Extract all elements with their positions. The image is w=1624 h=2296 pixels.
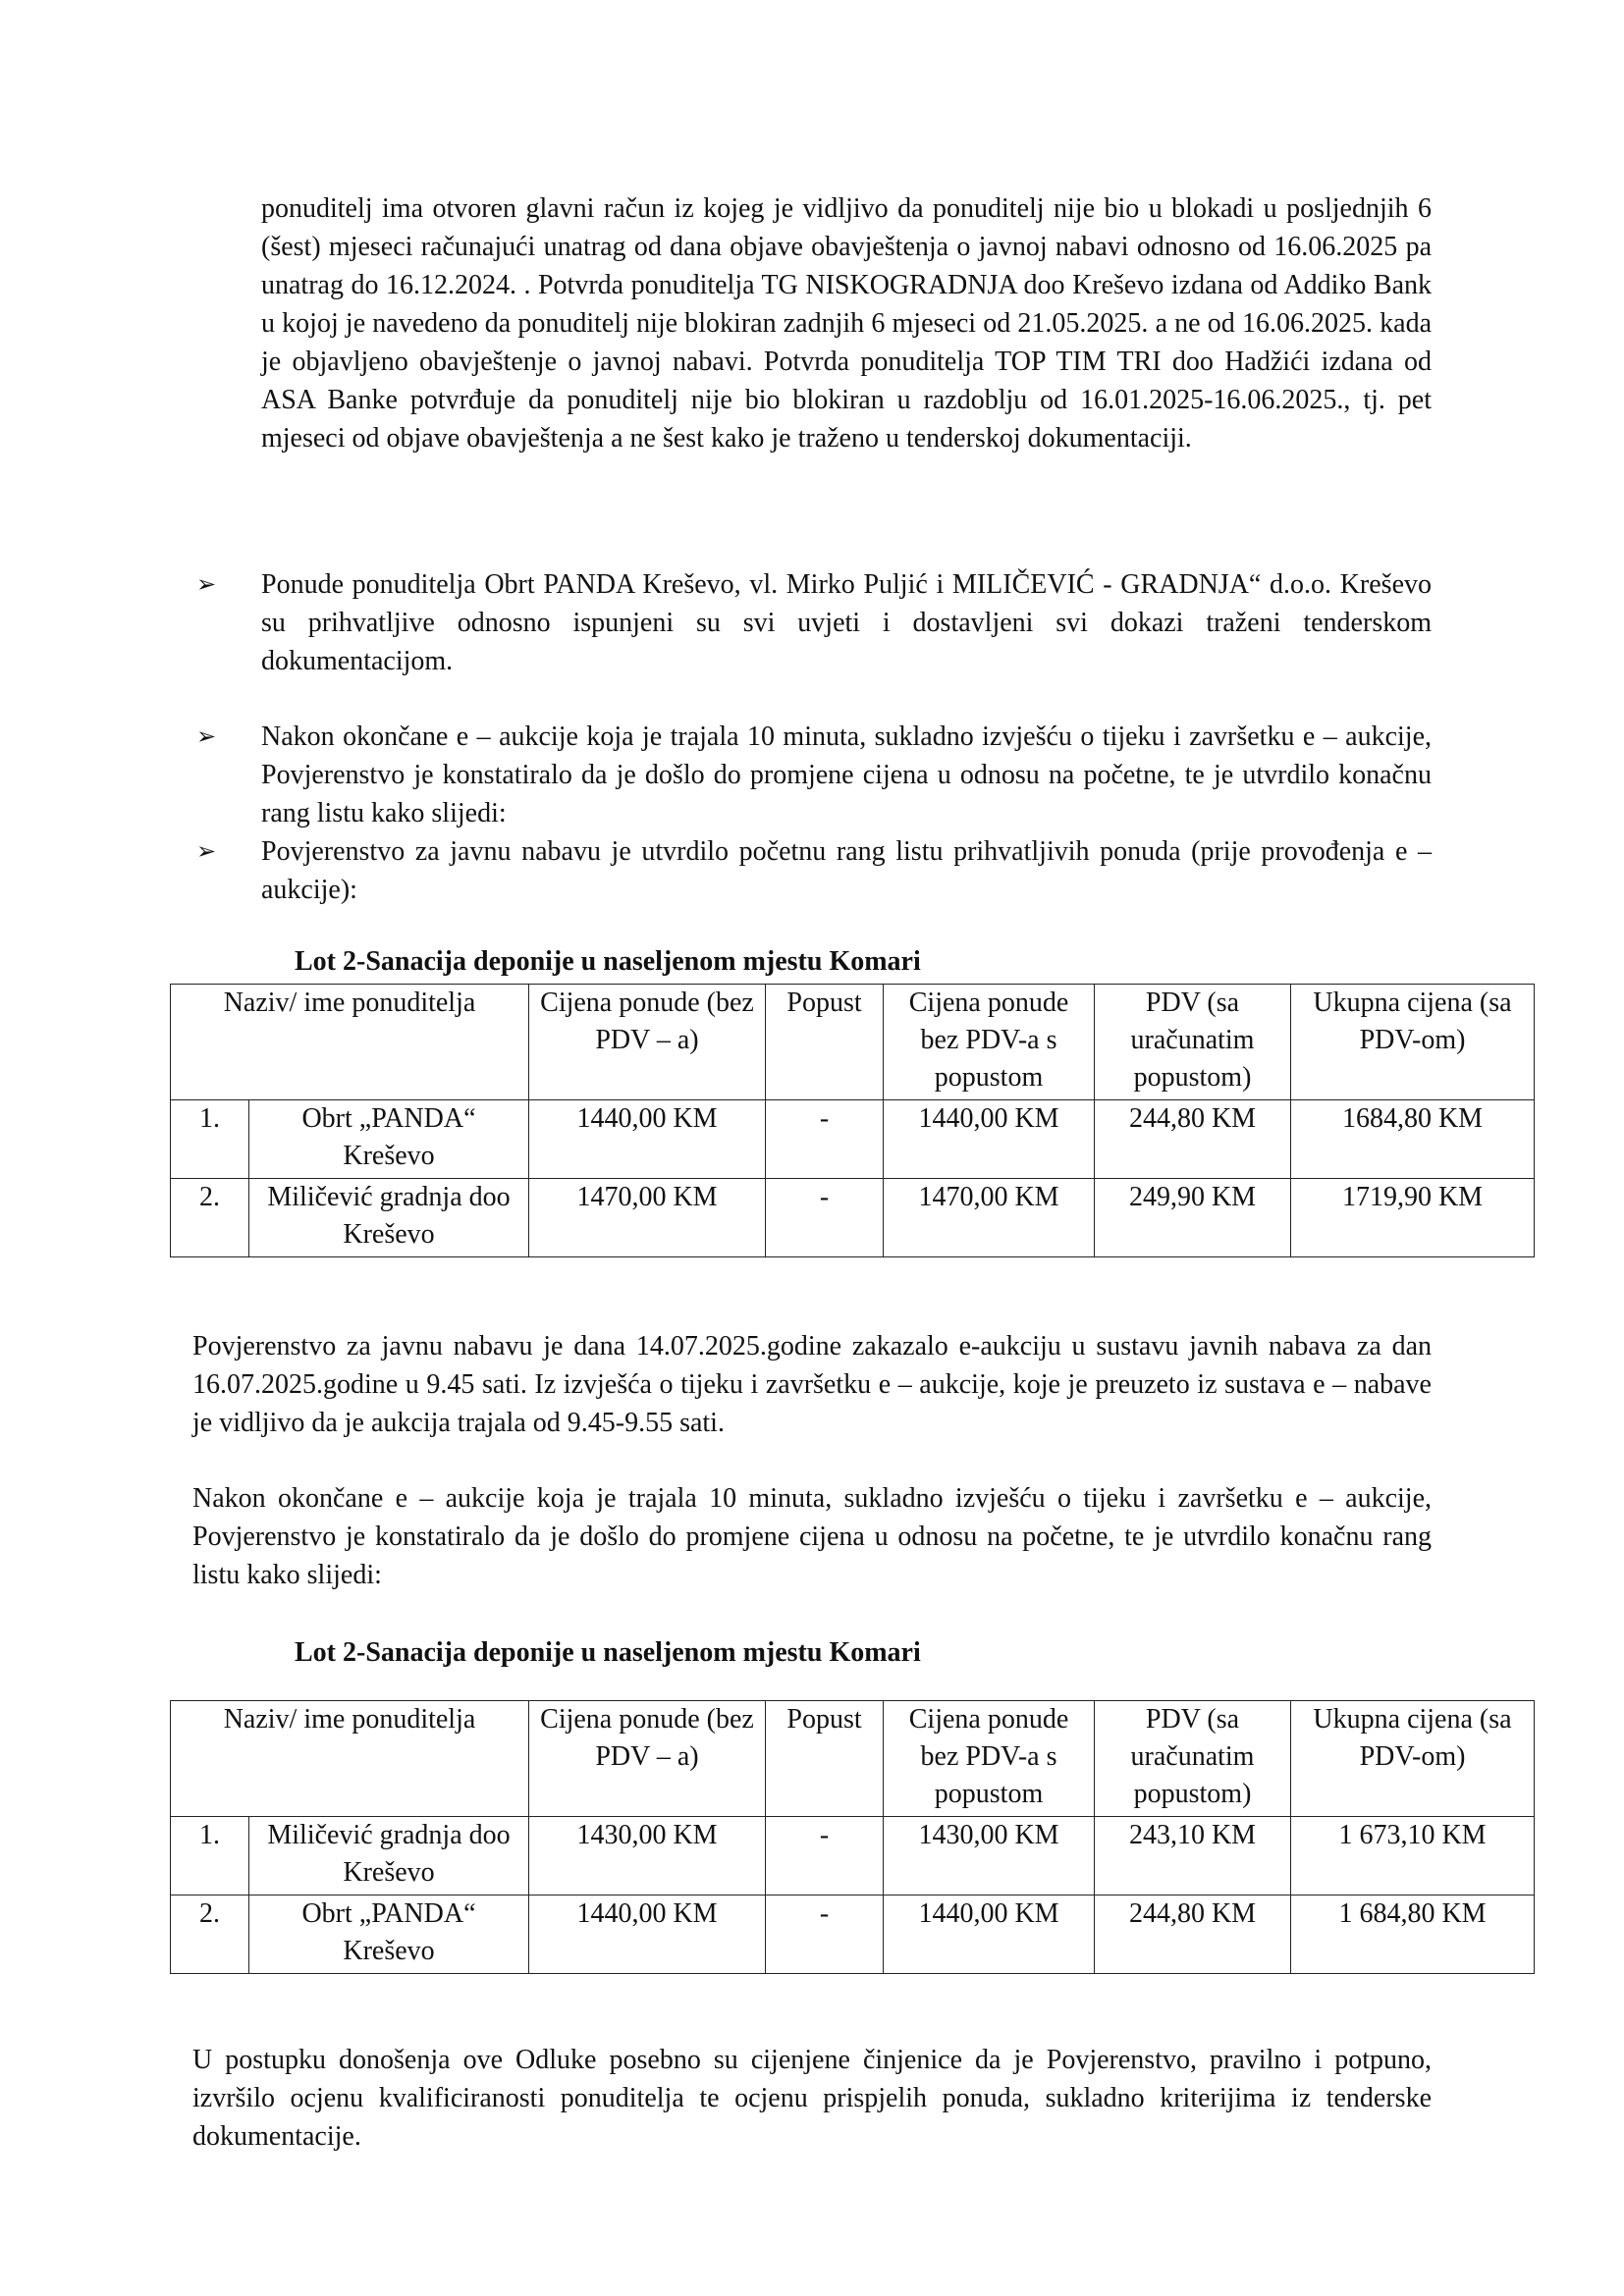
header-price-discount: Cijena ponude bez PDV-a s popustom	[884, 1701, 1095, 1817]
table-header-row	[171, 1701, 1535, 1817]
final-ranking-table	[170, 1700, 1535, 1974]
header-price: Cijena ponude (bez PDV – a)	[529, 1701, 766, 1817]
header-vat: PDV (sa uračunatim popustom)	[1095, 985, 1291, 1100]
header-price: Cijena ponude (bez PDV – a)	[529, 985, 766, 1100]
cell-name: Miličević gradnja doo Kreševo	[249, 1179, 529, 1257]
bullet-item	[196, 718, 1432, 832]
bullet-item	[196, 832, 1432, 909]
cell-discount: -	[766, 1817, 884, 1896]
cell-discount: -	[766, 1179, 884, 1257]
final-ranking-intro-paragraph: Nakon okončane e – aukcije koja je trajala 10 minuta, sukladno izvješću o tijeku i završetku e – aukcije, Povjerenstvo je konstatiralo da je došlo do promjene cijena u odnosu na početne, te je utvrdilo konačnu rang listu kako slijedi:	[192, 1483, 1432, 1590]
header-total: Ukupna cijena (sa PDV-om)	[1291, 1701, 1535, 1817]
table-row	[171, 1179, 1535, 1257]
cell-discount: -	[766, 1896, 884, 1974]
header-name: Naziv/ ime ponuditelja	[171, 985, 529, 1100]
cell-name: Obrt „PANDA“ Kreševo	[249, 1896, 529, 1974]
cell-discount: -	[766, 1100, 884, 1179]
cell-price: 1470,00 KM	[529, 1179, 766, 1257]
header-discount: Popust	[766, 985, 884, 1100]
cell-price-discount: 1440,00 KM	[884, 1100, 1095, 1179]
arrowhead-bullet-icon: ➢	[196, 722, 217, 750]
table-header-row	[171, 985, 1535, 1100]
cell-rank: 1.	[171, 1817, 249, 1896]
cell-total: 1 684,80 KM	[1291, 1896, 1535, 1974]
table-title: Lot 2-Sanacija deponije u naseljenom mjestu Komari	[295, 1637, 921, 1668]
cell-vat: 244,80 KM	[1095, 1100, 1291, 1179]
table-row	[171, 1100, 1535, 1179]
cell-price: 1440,00 KM	[529, 1896, 766, 1974]
table-row	[171, 1817, 1535, 1896]
header-name: Naziv/ ime ponuditelja	[171, 1701, 529, 1817]
table-title: Lot 2-Sanacija deponije u naseljenom mjestu Komari	[295, 946, 921, 977]
bullet-item	[196, 565, 1432, 680]
cell-price-discount: 1440,00 KM	[884, 1896, 1095, 1974]
cell-vat: 243,10 KM	[1095, 1817, 1291, 1896]
cell-price-discount: 1430,00 KM	[884, 1817, 1095, 1896]
cell-total: 1684,80 KM	[1291, 1100, 1535, 1179]
cell-price-discount: 1470,00 KM	[884, 1179, 1095, 1257]
cell-price: 1430,00 KM	[529, 1817, 766, 1896]
cell-total: 1 673,10 KM	[1291, 1817, 1535, 1896]
header-price-discount: Cijena ponude bez PDV-a s popustom	[884, 985, 1095, 1100]
table-row	[171, 1896, 1535, 1974]
cell-rank: 2.	[171, 1179, 249, 1257]
bullet-text: Ponude ponuditelja Obrt PANDA Kreševo, vl. Mirko Puljić i MILIČEVIĆ - GRADNJA“ d.o.o. Kreševo su prihvatljive odnosno ispunjeni su svi uvjeti i dostavljeni svi dokazi traženi tenderskom dokumentacijom.	[261, 569, 1432, 676]
cell-name: Miličević gradnja doo Kreševo	[249, 1817, 529, 1896]
header-discount: Popust	[766, 1701, 884, 1817]
initial-ranking-table	[170, 984, 1535, 1257]
header-vat: PDV (sa uračunatim popustom)	[1095, 1701, 1291, 1817]
header-total: Ukupna cijena (sa PDV-om)	[1291, 985, 1535, 1100]
arrowhead-bullet-icon: ➢	[196, 570, 217, 598]
cell-price: 1440,00 KM	[529, 1100, 766, 1179]
arrowhead-bullet-icon: ➢	[196, 837, 217, 865]
cell-total: 1719,90 KM	[1291, 1179, 1535, 1257]
cell-name: Obrt „PANDA“ Kreševo	[249, 1100, 529, 1179]
auction-paragraph: Povjerenstvo za javnu nabavu je dana 14.07.2025.godine zakazalo e-aukciju u sustavu javnih nabava za dan 16.07.2025.godine u 9.45 sati. Iz izvješća o tijeku i završetku e – aukcije, koje je preuzeto iz sustava e – nabave je vidljivo da je aukcija trajala od 9.45-9.55 sati.	[192, 1331, 1432, 1438]
eligibility-paragraph: ponuditelj ima otvoren glavni račun iz kojeg je vidljivo da ponuditelj nije bio u blokadi u posljednjih 6 (šest) mjeseci računajući unatrag od dana objave obavještenja o javnoj nabavi odnosno od 16.06.2025 pa unatrag do 16.12.2024. . Potvrda ponuditelja TG NISKOGRADNJA doo Kreševo izdana od Addiko Bank u kojoj je navedeno da ponuditelj nije blokiran zadnjih 6 mjeseci od 21.05.2025. a ne od 16.06.2025. kada je objavljeno obavještenje o javnoj nabavi. Potvrda ponuditelja TOP TIM TRI doo Hadžići izdana od ASA Banke potvrđuje da ponuditelj nije bio blokiran u razdoblju od 16.01.2025-16.06.2025., tj. pet mjeseci od objave obavještenja a ne šest kako je traženo u tenderskoj dokumentaciji.	[261, 193, 1432, 454]
cell-rank: 2.	[171, 1896, 249, 1974]
cell-rank: 1.	[171, 1100, 249, 1179]
cell-vat: 244,80 KM	[1095, 1896, 1291, 1974]
bullet-text: Povjerenstvo za javnu nabavu je utvrdilo početnu rang listu prihvatljivih ponuda (prije provođenja e – aukcije):	[261, 836, 1432, 905]
cell-vat: 249,90 KM	[1095, 1179, 1291, 1257]
bullet-text: Nakon okončane e – aukcije koja je trajala 10 minuta, sukladno izvješću o tijeku i završetku e – aukcije, Povjerenstvo je konstatiralo da je došlo do promjene cijena u odnosu na početne, te je utvrdilo konačnu rang listu kako slijedi:	[261, 721, 1432, 828]
closing-paragraph: U postupku donošenja ove Odluke posebno su cijenjene činjenice da je Povjerenstvo, pravilno i potpuno, izvršilo ocjenu kvalificiranosti ponuditelja te ocjenu prispjelih ponuda, sukladno kriterijima iz tenderske dokumentacije.	[192, 2045, 1432, 2152]
